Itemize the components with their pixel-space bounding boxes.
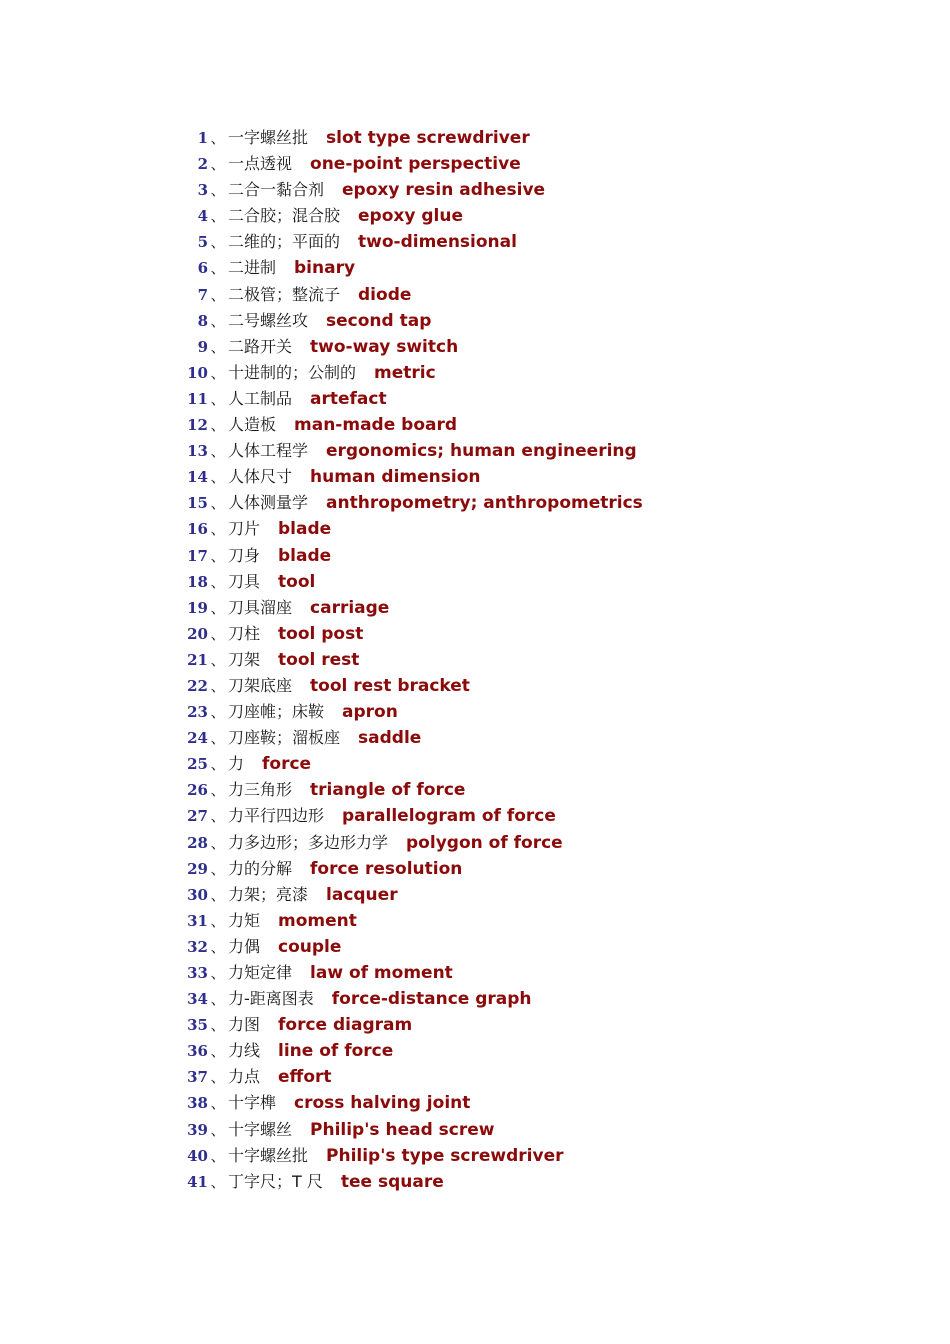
entry-number: 9	[197, 337, 208, 356]
entry-number: 34	[187, 990, 208, 1009]
chinese-term: 人造板	[228, 415, 277, 435]
entry-number: 41	[187, 1172, 208, 1191]
english-term: moment	[278, 910, 357, 931]
chinese-term: 力平行四边形	[228, 806, 325, 826]
glossary-entry	[186, 438, 886, 464]
entry-separator: 、	[210, 781, 226, 800]
entry-separator: 、	[210, 598, 226, 617]
entry-number: 32	[187, 937, 208, 956]
glossary-entry	[186, 986, 886, 1012]
chinese-term: 力偶	[228, 936, 261, 956]
entry-separator: 、	[210, 755, 226, 774]
glossary-entry	[186, 777, 886, 803]
english-term: tool	[278, 571, 316, 592]
glossary-entry	[186, 334, 886, 360]
english-term: diode	[358, 284, 412, 305]
chinese-term: 二合胶；混合胶	[228, 206, 341, 226]
glossary-entry	[186, 151, 886, 177]
english-term: ergonomics; human engineering	[326, 441, 637, 462]
entry-number: 25	[187, 755, 208, 774]
entry-number: 10	[187, 363, 208, 382]
entry-number: 13	[187, 442, 208, 461]
entry-number: 19	[187, 598, 208, 617]
english-term: second tap	[326, 310, 432, 331]
glossary-entry	[186, 647, 886, 673]
entry-separator: 、	[210, 285, 226, 304]
chinese-term: 力矩定律	[228, 963, 293, 982]
entry-number: 28	[187, 833, 208, 852]
chinese-term: 力-距离图表	[228, 989, 314, 1009]
chinese-term: 力的分解	[228, 858, 293, 878]
english-term: slot type screwdriver	[326, 128, 530, 148]
chinese-term: 刀身	[228, 545, 261, 565]
glossary-entry	[186, 595, 886, 621]
entry-number: 33	[187, 964, 208, 982]
entry-separator: 、	[210, 859, 226, 878]
chinese-term: 十字榫	[228, 1093, 277, 1113]
chinese-term: 刀架	[228, 649, 261, 669]
entry-number: 7	[197, 285, 208, 304]
glossary-entry	[186, 360, 886, 386]
english-term: law of moment	[310, 963, 453, 983]
chinese-term: 力图	[228, 1015, 261, 1035]
english-term: epoxy glue	[358, 206, 463, 227]
english-term: couple	[278, 936, 342, 957]
english-term: blade	[278, 545, 332, 566]
glossary-entry	[186, 125, 886, 151]
english-term: force resolution	[310, 858, 463, 879]
entry-separator: 、	[210, 129, 226, 147]
glossary-entry	[186, 1090, 886, 1116]
glossary-entry	[186, 621, 886, 647]
entry-separator: 、	[210, 389, 226, 408]
chinese-term: 人工制品	[228, 388, 293, 408]
glossary-entry	[186, 1117, 886, 1143]
entry-number: 3	[197, 181, 208, 200]
glossary-entry	[186, 856, 886, 882]
entry-separator: 、	[210, 520, 226, 539]
entry-number: 18	[187, 572, 208, 591]
entry-separator: 、	[210, 572, 226, 591]
chinese-term: 二号螺丝攻	[228, 310, 309, 330]
glossary-entry	[186, 543, 886, 569]
english-term: metric	[374, 362, 436, 383]
english-term: tee square	[340, 1171, 444, 1192]
glossary-entry	[186, 908, 886, 934]
glossary-entry	[186, 960, 886, 986]
chinese-term: 力	[228, 754, 245, 774]
glossary-entry	[186, 490, 886, 516]
glossary-entry	[186, 1169, 886, 1195]
entry-number: 36	[187, 1042, 208, 1061]
chinese-term: 力三角形	[228, 780, 293, 800]
chinese-term: 二路开关	[228, 336, 293, 356]
entry-separator: 、	[210, 311, 226, 330]
chinese-term: 二进制	[228, 258, 277, 278]
entry-number: 14	[187, 468, 208, 487]
glossary-entry	[186, 464, 886, 490]
entry-number: 2	[197, 155, 208, 174]
english-term: force-distance graph	[331, 989, 532, 1010]
english-term: two-way switch	[310, 336, 459, 357]
entry-number: 6	[197, 259, 208, 278]
english-term: effort	[278, 1067, 332, 1088]
english-term: man-made board	[294, 415, 458, 436]
entry-number: 24	[187, 729, 208, 748]
glossary-entry	[186, 308, 886, 334]
entry-separator: 、	[210, 964, 226, 982]
entry-separator: 、	[210, 729, 226, 748]
entry-number: 37	[187, 1068, 208, 1087]
english-term: parallelogram of force	[342, 806, 556, 827]
entry-number: 17	[187, 546, 208, 565]
glossary-entry	[186, 1012, 886, 1038]
entry-number: 5	[197, 233, 208, 252]
entry-separator: 、	[210, 650, 226, 669]
entry-number: 8	[197, 311, 208, 330]
glossary-entry	[186, 1064, 886, 1090]
entry-separator: 、	[210, 233, 226, 252]
chinese-term: 二极管；整流子	[228, 284, 341, 304]
chinese-term: 刀片	[228, 519, 261, 539]
chinese-term: 二维的；平面的	[228, 232, 341, 252]
entry-separator: 、	[210, 624, 226, 643]
english-term: apron	[342, 702, 398, 723]
glossary-entry	[186, 803, 886, 829]
english-term: anthropometry; anthropometrics	[326, 493, 643, 514]
chinese-term: 人体工程学	[228, 441, 309, 461]
entry-separator: 、	[210, 416, 226, 435]
english-term: tool rest	[278, 649, 360, 670]
entry-number: 22	[187, 676, 208, 695]
entry-separator: 、	[210, 337, 226, 356]
chinese-term: 力架；亮漆	[228, 884, 309, 904]
entry-separator: 、	[210, 885, 226, 904]
glossary-entry	[186, 386, 886, 412]
entry-number: 31	[187, 911, 208, 930]
entry-separator: 、	[210, 1146, 226, 1165]
chinese-term: 二合一黏合剂	[228, 180, 325, 200]
english-term: human dimension	[310, 467, 481, 488]
english-term: carriage	[310, 597, 390, 618]
entry-number: 35	[187, 1016, 208, 1035]
entry-separator: 、	[210, 181, 226, 200]
chinese-term: 丁字尺；T 尺	[228, 1171, 323, 1191]
english-term: blade	[278, 519, 332, 540]
english-term: Philip's head screw	[310, 1119, 495, 1140]
entry-separator: 、	[210, 546, 226, 565]
glossary-entry	[186, 203, 886, 229]
glossary-entry	[186, 751, 886, 777]
entry-separator: 、	[210, 807, 226, 826]
entry-separator: 、	[210, 911, 226, 930]
english-term: epoxy resin adhesive	[342, 180, 546, 201]
english-term: tool rest bracket	[310, 675, 470, 696]
glossary-entry	[186, 882, 886, 908]
entry-number: 1	[197, 129, 208, 147]
entry-separator: 、	[210, 207, 226, 226]
glossary-entry	[186, 177, 886, 203]
glossary-entry	[186, 516, 886, 542]
glossary-entry	[186, 1143, 886, 1169]
glossary-entry	[186, 412, 886, 438]
chinese-term: 刀具溜座	[228, 597, 293, 617]
english-term: saddle	[358, 728, 422, 749]
chinese-term: 刀座帷；床鞍	[228, 702, 325, 722]
chinese-term: 一点透视	[228, 154, 293, 174]
chinese-term: 一字螺丝批	[228, 128, 309, 147]
entry-separator: 、	[210, 1016, 226, 1035]
english-term: polygon of force	[406, 832, 563, 853]
entry-number: 4	[197, 207, 208, 226]
chinese-term: 十字螺丝批	[228, 1145, 309, 1165]
entry-number: 11	[187, 389, 208, 408]
english-term: one-point perspective	[310, 154, 521, 175]
chinese-term: 人体尺寸	[228, 467, 293, 487]
entry-number: 12	[187, 416, 208, 435]
english-term: binary	[294, 258, 356, 279]
entry-separator: 、	[210, 1172, 226, 1191]
entry-separator: 、	[210, 990, 226, 1009]
glossary-entry	[186, 569, 886, 595]
chinese-term: 刀柱	[228, 623, 261, 643]
entry-number: 27	[187, 807, 208, 826]
entry-separator: 、	[210, 259, 226, 278]
entry-separator: 、	[210, 468, 226, 487]
glossary-entry	[186, 282, 886, 308]
entry-separator: 、	[210, 1120, 226, 1139]
chinese-term: 刀座鞍；溜板座	[228, 728, 341, 748]
glossary-entry	[186, 673, 886, 699]
chinese-term: 力点	[228, 1067, 261, 1087]
entry-separator: 、	[210, 494, 226, 513]
glossary-entry	[186, 699, 886, 725]
chinese-term: 十字螺丝	[228, 1119, 293, 1139]
chinese-term: 力多边形；多边形力学	[228, 832, 389, 852]
english-term: triangle of force	[310, 780, 466, 801]
entry-separator: 、	[210, 155, 226, 174]
glossary-entry	[186, 725, 886, 751]
entry-number: 20	[187, 624, 208, 643]
chinese-term: 十进制的；公制的	[228, 362, 357, 382]
english-term: two-dimensional	[358, 232, 517, 253]
entry-number: 26	[187, 781, 208, 800]
chinese-term: 刀架底座	[228, 675, 293, 695]
english-term: line of force	[278, 1041, 394, 1062]
entry-separator: 、	[210, 1042, 226, 1061]
entry-number: 21	[187, 650, 208, 669]
entry-separator: 、	[210, 1068, 226, 1087]
chinese-term: 力线	[228, 1041, 261, 1061]
entry-number: 40	[187, 1146, 208, 1165]
english-term: force diagram	[278, 1015, 413, 1036]
entry-separator: 、	[210, 1094, 226, 1113]
glossary-entry	[186, 934, 886, 960]
chinese-term: 力矩	[228, 910, 261, 930]
entry-number: 30	[187, 885, 208, 904]
entry-number: 16	[187, 520, 208, 539]
glossary-list	[186, 125, 886, 1195]
entry-separator: 、	[210, 833, 226, 852]
english-term: force	[262, 754, 312, 775]
chinese-term: 刀具	[228, 571, 261, 591]
entry-separator: 、	[210, 676, 226, 695]
entry-number: 38	[187, 1094, 208, 1113]
english-term: lacquer	[326, 884, 398, 905]
english-term: artefact	[310, 388, 387, 409]
english-term: cross halving joint	[294, 1093, 471, 1114]
entry-separator: 、	[210, 937, 226, 956]
entry-number: 15	[187, 494, 208, 513]
glossary-entry	[186, 830, 886, 856]
entry-number: 29	[187, 859, 208, 878]
chinese-term: 人体测量学	[228, 493, 309, 513]
english-term: tool post	[278, 623, 364, 644]
glossary-entry	[186, 255, 886, 281]
entry-number: 39	[187, 1120, 208, 1139]
entry-separator: 、	[210, 363, 226, 382]
glossary-entry	[186, 1038, 886, 1064]
english-term: Philip's type screwdriver	[326, 1145, 564, 1166]
entry-separator: 、	[210, 442, 226, 461]
entry-separator: 、	[210, 703, 226, 722]
glossary-entry	[186, 229, 886, 255]
entry-number: 23	[187, 703, 208, 722]
